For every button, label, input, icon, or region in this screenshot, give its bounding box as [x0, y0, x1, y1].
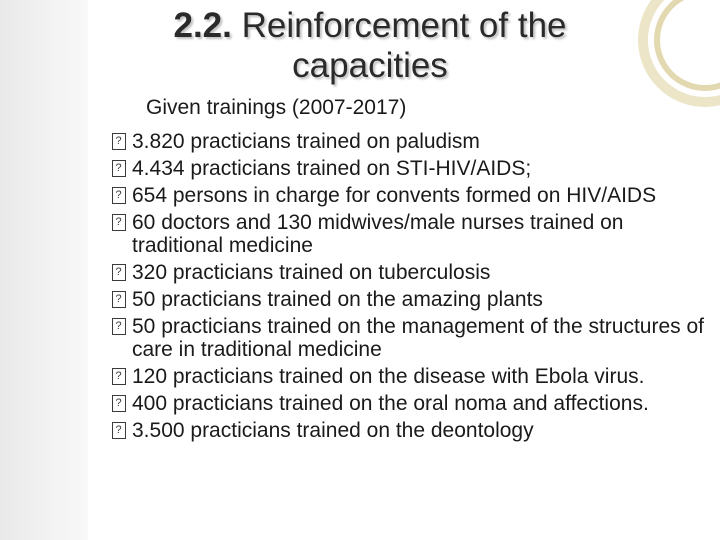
- decorative-circles: [610, 0, 720, 120]
- list-item: [112, 419, 712, 442]
- list-item-text: 320 practicians trained on tuberculosis: [132, 261, 491, 284]
- missing-glyph-icon: [112, 133, 126, 150]
- list-item-text: 120 practicians trained on the disease with Ebola virus.: [132, 365, 645, 388]
- missing-glyph-icon: [112, 160, 126, 177]
- title-text: Reinforcement of the capacities: [241, 6, 567, 85]
- missing-glyph-icon: [112, 422, 126, 439]
- list-item-text: 3.820 practicians trained on paludism: [132, 130, 480, 153]
- list-item: [112, 365, 712, 388]
- title-number: 2.2.: [173, 6, 232, 45]
- list-item-text: 60 doctors and 130 midwives/male nurses trained on traditional medicine: [132, 211, 624, 257]
- list-item: [112, 288, 712, 311]
- left-sidebar-band: [0, 0, 88, 540]
- bullet-list: [112, 130, 712, 446]
- missing-glyph-icon: [112, 264, 126, 281]
- missing-glyph-icon: [112, 187, 126, 204]
- list-item-text: 4.434 practicians trained on STI-HIV/AIDS;: [132, 157, 532, 180]
- list-item-text: 3.500 practicians trained on the deontology: [132, 419, 534, 442]
- list-item: [112, 130, 712, 153]
- list-item: [112, 157, 712, 180]
- list-item-text: 400 practicians trained on the oral noma and affections.: [132, 392, 649, 415]
- list-item: [112, 184, 712, 207]
- list-item: [112, 315, 712, 361]
- missing-glyph-icon: [112, 368, 126, 385]
- slide-subtitle: Given trainings (2007-2017): [146, 96, 407, 119]
- list-item: [112, 392, 712, 415]
- list-item-text: 50 practicians trained on the amazing plants: [132, 288, 543, 311]
- list-item: [112, 211, 712, 257]
- slide-title: [120, 6, 620, 86]
- missing-glyph-icon: [112, 318, 126, 335]
- list-item-text: 654 persons in charge for convents formed on HIV/AIDS: [132, 184, 657, 207]
- list-item-text: 50 practicians trained on the management of the structures of care in traditional medicine: [132, 315, 704, 361]
- missing-glyph-icon: [112, 291, 126, 308]
- missing-glyph-icon: [112, 395, 126, 412]
- list-item: [112, 261, 712, 284]
- missing-glyph-icon: [112, 214, 126, 231]
